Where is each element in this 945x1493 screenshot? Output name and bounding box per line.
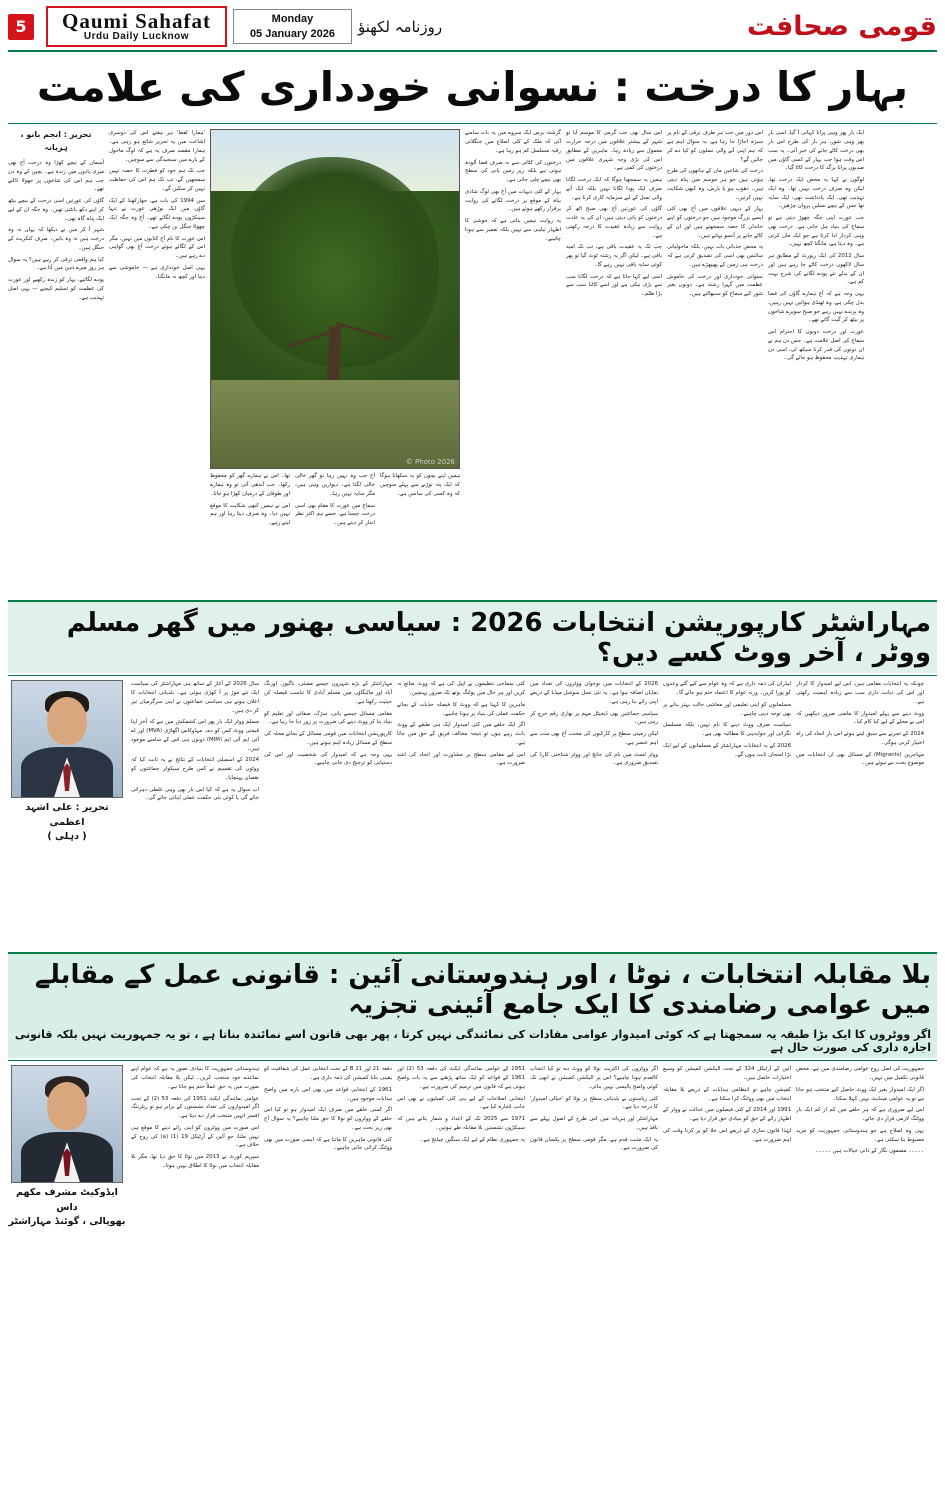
paragraph: مسلم ووٹر ایک بار پھر اس کشمکش میں ہے کہ آخر اپنا قیمتی ووٹ کس کو دے۔ مہاوکاس اگھاڑی (MVA) اور اے آئی ایم آئی ایم (MIM) دونوں ہی اس کے سامنے موجود ہیں۔: [131, 719, 259, 752]
paragraph: ماہرین کا کہنا ہے کہ ووٹ کا فیصلہ جذبات کے بجائے حکمت عملی کی بنیاد پر ہونا چاہیے۔: [397, 701, 525, 717]
article1-column-6: [109, 129, 205, 596]
paragraph: اس لیے مقامی سطح پر مشاورت اور اتحاد کی اشد ضرورت ہے۔: [397, 751, 525, 767]
paragraph: اگر ایک امیدوار بغیر ایک ووٹ حاصل کیے منتخب ہو جاتا ہے تو یہ عوامی مینڈیٹ نہیں کہلا سکتا۔: [796, 1086, 924, 1102]
paragraph: سماج میں عورت کا مقام بھی اسی درخت جیسا ہے، جسے ہم اکثر نظر انداز کر دیتے ہیں۔: [295, 502, 375, 526]
paragraph: ہندوستانی جمہوریت کا بنیادی تصور یہ ہے کہ عوام اپنے نمائندے خود منتخب کریں۔ لیکن بلا مقابلہ انتخاب کی صورت میں یہ حق عملاً ختم ہو جاتا ہے۔: [131, 1066, 259, 1090]
paragraph: جب تک یہ عقیدت باقی ہے، تب تک امید باقی ہے۔ لیکن اگر یہ رشتہ ٹوٹ گیا تو پھر کوئی سایہ باقی نہیں رہے گا۔: [566, 244, 662, 268]
paragraph: 2026 کے یہ انتخابات مہاراشٹر کے مسلمانوں کے لیے ایک بڑا امتحان ثابت ہوں گے۔: [663, 742, 791, 758]
paragraph: 1961 کے انتخابی قواعد میں بھی اس بارے میں واضح ہدایات موجود ہیں۔: [264, 1086, 392, 1102]
article2-column-4: [530, 680, 658, 948]
article3-column-6: [796, 1065, 924, 1493]
paragraph: کارپوریشن انتخابات میں قومی مسائل کے بجائے محلہ کی سطح کے مسائل زیادہ اہم ہوتے ہیں۔: [264, 731, 392, 746]
paragraph: ووٹ دینے سے پہلے امیدوار کا ماضی ضرور دیکھیں کہ اس نے محلے کے لیے کیا کام کیا۔: [796, 710, 924, 726]
paragraph: نسوانی خودداری اور درخت کی خاموش عظمت میں گہرا رشتہ ہے۔ دونوں بغیر شور کیے سماج کو سنبھالتے ہیں۔: [667, 273, 763, 297]
date-label: 05 January 2026: [249, 27, 335, 40]
article1-column-5a: [210, 472, 290, 596]
author-photo-musharraf-das: [11, 1065, 123, 1183]
article1-photo: [210, 129, 460, 469]
article1-column-1: [768, 129, 864, 596]
author-face: [47, 1082, 87, 1130]
paragraph: جمہوریت کی اصل روح عوامی رضامندی میں ہے، محض قانونی تکمیل میں نہیں۔: [796, 1066, 924, 1081]
article1-under-photo: [210, 469, 460, 596]
paragraph: اگر ایک حلقے میں کئی امیدوار ایک ہی طبقے کے ووٹ بانٹ رہے ہوں تو نتیجہ مخالف فریق کے حق میں جاتا ہے۔: [397, 722, 525, 746]
article2-author-name: تحریر : علی اشہد اعظمی: [25, 802, 109, 828]
urdu-masthead-title: قومی صحافت: [747, 11, 937, 42]
article3-author-block: [8, 1065, 126, 1493]
paragraph: یہی وجہ ہے کہ آج ہمارے گاؤں کی فضا بدل چکی ہے، وہ ٹھنڈی ہوائیں نہیں رہیں، وہ پرندے نہیں رہے جو صبح سویرے شاخوں پر بیٹھ کر گیت گاتے تھے۔: [768, 291, 864, 324]
paragraph: کیا ہم واقعی ترقی کر رہے ہیں؟ یہ سوال ہر روز میرے ذہن میں آتا ہے۔: [8, 256, 104, 272]
paragraph: شہر آ کر میں نے دیکھا کہ یہاں نہ وہ درخت ہیں نہ وہ باتیں۔ صرف کنکریٹ کے جنگل ہیں۔: [8, 227, 104, 251]
paragraph: آسمان کے نیچے کھڑا وہ درخت آج بھی میری یادوں میں زندہ ہے۔ بچپن کے وہ دن جب ہم اس کی شاخوں پر جھولا ڈالتے تھے۔: [8, 160, 104, 193]
article1-byline: تحریر : انجم بانو ، ہریانہ: [20, 130, 92, 153]
date-box: [233, 9, 352, 45]
paragraph: لہٰذا قانون سازی کے ذریعے اس خلا کو پر کرنا وقت کی اہم ضرورت ہے۔: [663, 1127, 791, 1143]
article1-photo-block: [210, 129, 460, 596]
article3-column-5: [663, 1065, 791, 1493]
article1-column-2: [667, 129, 763, 596]
paragraph: ہمیں یہ سمجھنا ہوگا کہ ایک درخت لگانا صرف ایک پودا لگانا نہیں بلکہ ایک آنے والی نسل کے لیے سرمایہ کاری کرنا ہے۔: [566, 177, 662, 201]
paragraph: سیاسی جماعتیں بھی ڈیجیٹل مہم پر بھاری رقم خرچ کر رہی ہیں۔: [530, 710, 658, 726]
paragraph: دفعہ 21 اور 21 B کے تحت انتخابی عمل کی شفافیت کو یقینی بنانا کمیشن کی ذمہ داری ہے۔: [264, 1066, 392, 1081]
article3-author-location: بھوپالی ، گوئنڈ مہاراشٹر: [8, 1215, 126, 1227]
paragraph: 1951 کے عوامی نمائندگی ایکٹ کی دفعہ 53 (2) اور 1961 کے قواعد کو ایک ساتھ پڑھنے سے یہ بات واضح ہوتی ہے کہ قانون میں ترمیم کی ضرورت ہے۔: [397, 1066, 525, 1090]
rule-3: [8, 675, 937, 676]
paragraph: سپریم کورٹ نے 2013 میں نوٹا کا حق دیا تھا، مگر بلا مقابلہ انتخاب میں نوٹا کا اطلاق نہیں ہوتا۔: [131, 1154, 259, 1169]
page-number-badge: 5: [8, 14, 34, 40]
paragraph: ہمیں اپنے بچوں کو یہ سکھانا ہوگا کہ ایک پتہ توڑنے سے پہلے سوچیں کہ وہ کسی کی سانس ہے۔: [380, 473, 460, 497]
article1-column-3: [566, 129, 662, 596]
paragraph: 1991 اور 2014 کے کئی فیصلوں میں عدالت نے ووٹر کے اظہار رائے کے حق کو بنیادی حق قرار دیا ہے۔: [663, 1107, 791, 1122]
paragraph: یہ جمہوری نظام کے لیے ایک سنگین چیلنج ہے۔: [420, 1136, 525, 1143]
paragraph: کئی سماجی تنظیموں نے اپیل کی ہے کہ ووٹ ضائع نہ کریں اور ہر حال میں پولنگ بوتھ تک ضرور پہنچیں۔: [397, 681, 525, 696]
article3-column-3: [397, 1065, 525, 1493]
article2-column-6: [796, 680, 924, 948]
paragraph: جب عورت اپنی جگہ چھوڑ دیتی ہے تو سماج کی بنیاد ہل جاتی ہے۔ درخت بھی وہی کردار ادا کرتا ہے جو ایک ماں کرتی ہے۔ وہ دیتا ہے، مانگتا کچھ نہیں۔: [768, 215, 864, 248]
paragraph: 2026 کے انتخابات میں نوجوان ووٹروں کی تعداد میں نمایاں اضافہ ہوا ہے۔ یہ نئی نسل سوشل میڈیا کے ذریعے اپنی رائے بنا رہی ہے۔: [530, 681, 658, 705]
paragraph: 2024 کے اسمبلی انتخابات کے نتائج نے یہ ثابت کیا کہ ووٹوں کی تقسیم نے کس طرح سیکولر جماعتوں کو نقصان پہنچایا۔: [131, 757, 259, 781]
brand-title: Qaumi Sahafat: [62, 8, 211, 33]
paragraph: بہار کے دیہی علاقوں میں آج بھی کئی ایسے بزرگ موجود ہیں جو درختوں کو اپنے خاندان کا حصہ سمجھتے ہیں اور ان کے کاٹے جانے پر آنسو بہاتے ہیں۔: [667, 206, 763, 239]
urdu-subtitle: روزنامہ لکھنؤ: [357, 17, 443, 36]
article1-column-5c: [380, 472, 460, 596]
photo-credit: © Photo 2026: [405, 458, 455, 467]
paragraph: 2024 کے تجربے سے سبق لیتے ہوئے اس بار اتحاد کی راہ اختیار کرنی ہوگی۔: [796, 731, 924, 746]
paragraph: سال 2012 کی ایک رپورٹ کے مطابق ہر سال لاکھوں درخت کاٹے جا رہے ہیں اور ان کے بدلے نئے پودے لگانے کی شرح بہت کم ہے۔: [768, 253, 864, 286]
article2-body: [8, 678, 937, 948]
paragraph: اس دور میں جب ہر طرف ترقی کے نام پر سبزہ اجاڑا جا رہا ہے، یہ سوال اہم ہے کہ ہم اپنی آنے والی نسلوں کو کیا دے کر جائیں گے؟: [667, 130, 763, 163]
paragraph: درخت کی شاخیں ماں کے ہاتھوں کی طرح ہوتی ہیں جو ہر موسم میں پناہ دیتی ہیں۔ دھوپ ہو یا بارش، وہ کبھی شکایت نہیں کرتیں۔: [667, 168, 763, 201]
article1-column-7: [8, 129, 104, 596]
article2-author-location: ( دہلی ): [47, 830, 87, 842]
paragraph: کمیشن چاہے تو انتظامی ہدایات کے ذریعے بلا مقابلہ انتخاب میں بھی ووٹنگ کرا سکتا ہے۔: [663, 1086, 791, 1102]
day-label: Monday: [271, 12, 314, 25]
article2-column-3: [397, 680, 525, 948]
paragraph: یہی اصل خودداری ہے — خاموشی سے دینا اور کچھ نہ مانگنا۔: [109, 264, 205, 280]
article1-column-4: [465, 129, 561, 596]
rule-5: [8, 1060, 937, 1061]
paragraph: 1971 سے 2025 تک کے اعداد و شمار بتاتے ہیں کہ سینکڑوں نشستیں بلا مقابلہ طے ہوئیں۔: [397, 1116, 525, 1131]
paragraph: گزشتہ برس ایک سروے میں یہ بات سامنے آئی کہ ملک کے کئی اضلاع میں جنگلاتی رقبہ مسلسل کم ہو رہا ہے۔: [465, 130, 561, 154]
article3-author-name: ایڈوکیٹ مشرف مکھم داس: [16, 1187, 118, 1213]
paragraph: اس صورت میں ووٹروں کو اپنی رائے دینے کا موقع ہی نہیں ملتا، جو آئین کے آرٹیکل 19 (1) (a) کی روح کے خلاف ہے۔: [131, 1124, 259, 1149]
paragraph: گاؤں کی عورتیں آج بھی صبح اٹھ کر درختوں کو پانی دیتی ہیں، ان کی یہ عادت روایت سے زیادہ عقیدت کا درجہ رکھتی ہے۔: [566, 206, 662, 239]
paragraph: یہ روایت ہمیں بتاتی ہے کہ خوشی کا اظہار تباہی سے نہیں بلکہ تعمیر سے ہونا چاہیے۔: [465, 218, 561, 242]
paragraph: انتخابی اصلاحات کے لیے بنی کئی کمیٹیوں نے بھی اس جانب اشارہ کیا ہے۔: [397, 1095, 525, 1111]
photo-ground: [211, 380, 459, 468]
author-face: [47, 697, 87, 745]
paragraph: لوگوں نے کہا یہ محض ایک درخت تھا، لیکن وہ صرف درخت نہیں تھا۔ وہ ایک تہذیب تھی، ایک یادداشت تھی، ایک سایہ تھا جس کے نیچے نسلیں پروان چڑھیں۔: [768, 177, 864, 210]
paragraph: اب سوال یہ ہے کہ کیا اس بار بھی وہی غلطی دہرائی جائے گی یا کوئی نئی حکمت عملی اپنائی جائے گی۔: [131, 786, 259, 802]
paragraph: مہاراشٹر اور ہریانہ میں اس طرح کے اصول پہلے سے نافذ ہیں۔: [530, 1116, 658, 1131]
paragraph: لیکن زمینی سطح پر کارکنوں کی محنت آج بھی سب سے اہم عنصر ہے۔: [530, 731, 658, 746]
paragraph: آئین کے آرٹیکل 324 کے تحت الیکشن کمیشن کو وسیع اختیارات حاصل ہیں۔: [663, 1066, 791, 1081]
article2-column-1: [131, 680, 259, 948]
paragraph: کئی قانونی ماہرین کا ماننا ہے کہ ایسی صورت میں بھی ووٹنگ کرائی جانی چاہیے۔: [264, 1136, 392, 1152]
brand-subtitle: Urdu Daily Lucknow: [83, 30, 190, 42]
paragraph: بہار کے کئی دیہات میں آج بھی لوگ شادی بیاہ کے موقع پر درخت لگانے کی روایت برقرار رکھے ہوئے ہیں۔: [465, 188, 561, 213]
tree-photo-image: [211, 130, 459, 468]
article3-subhead: اگر ووٹروں کا ایک بڑا طبقہ یہ سمجھتا ہے کہ کوئی امیدوار عوامی مفادات کی نمائندگی نہیں کرتا ، پھر بھی قانون اسے نمائندہ بناتا ہے ، تو یہ جمہوریت نہیں بلکہ قانونی اجارہ داری کی صورت حال ہے: [8, 1025, 937, 1058]
paragraph: سن 1994 کی بات ہے، جھارکھنڈ کے ایک گاؤں میں ایک بوڑھی عورت نے تنہا سینکڑوں پودے لگائے تھے۔ آج وہ جگہ ایک چھوٹا جنگل بن چکی ہے۔: [109, 197, 205, 230]
paragraph: کئی ریاستوں نے بلدیاتی سطح پر نوٹا کو 'خیالی امیدوار' کا درجہ دیا ہے۔: [530, 1095, 658, 1111]
article1-body: [8, 126, 937, 596]
author-photo-ali-ashhad: [11, 680, 123, 798]
paragraph: 'ہمارا لفظ' ہر ہفتے اس کی دوسری اشاعت میں یہ تحریر شائع ہو رہی ہے۔ ہمارا مقصد صرف یہ ہے کہ لوگ ماحول کے بارے میں سنجیدگی سے سوچیں۔: [109, 130, 205, 163]
article1-headline: بہار کا درخت : نسوانی خودداری کی علامت: [36, 63, 909, 111]
paragraph: یہی وجہ ہے کہ امیدوار کی شخصیت اور اس کی دستیابی کو ترجیح دی جانی چاہیے۔: [264, 751, 392, 767]
paragraph: اگر ووٹروں کی اکثریت نوٹا کو ووٹ دے تو کیا انتخاب کالعدم ہونا چاہیے؟ اس پر الیکشن کمیشن نے ابھی تک کوئی واضح پالیسی نہیں بنائی۔: [530, 1066, 658, 1090]
article3-column-4: [530, 1065, 658, 1493]
paragraph: سال 2026 کے آغاز کے ساتھ ہی مہاراشٹر کی سیاست ایک نئے موڑ پر آ کھڑی ہوئی ہے۔ بلدیاتی انتخابات کا اعلان ہوتے ہی سیاسی جماعتوں نے اپنی سرگرمیاں تیز کر دی ہیں۔: [131, 681, 259, 714]
paragraph: عوامی نمائندگی ایکٹ 1951 کی دفعہ 53 (2) کے تحت اگر امیدواروں کی تعداد نشستوں کے برابر ہو تو ریٹرننگ افسر انہیں منتخب قرار دے دیتا ہے۔: [131, 1095, 259, 1119]
paragraph: درختوں کی کٹائی سے نہ صرف فضا آلودہ ہوتی ہے بلکہ زیر زمین پانی کی سطح بھی نیچے چلی جاتی ہے۔: [465, 159, 561, 183]
article3-headline: بلا مقابلہ انتخابات ، نوٹا ، اور ہندوستانی آئین : قانونی عمل کے مقابلے میں عوامی رضامندی کا ایک جامع آئینی تجزیہ: [8, 954, 937, 1025]
paragraph: اسی لیے کہا جاتا ہے کہ درخت لگانا سب سے بڑی نیکی ہے اور اسے کاٹنا سب سے بڑا ظلم۔: [566, 273, 662, 297]
paragraph: اس نے ہمیں کبھی شکایت کا موقع نہیں دیا۔ وہ صرف دیتا رہا اور ہم لیتے رہے۔: [210, 502, 290, 526]
paragraph: مہاجرین (Migrants) کے مسائل بھی ان انتخابات میں موضوع بحث بنے ہوئے ہیں۔: [796, 751, 924, 767]
paragraph: یہ محض جذباتی بات نہیں، بلکہ ماحولیاتی سائنس بھی اسی کی تصدیق کرتی ہے کہ درخت ہی زمین کے پھیپھڑے ہیں۔: [667, 244, 763, 268]
paragraph: ۔۔۔۔۔ مضمون نگار کے ذاتی خیالات ہیں ۔۔۔۔۔: [815, 1148, 924, 1155]
article2-column-5: [663, 680, 791, 948]
article3-column-2: [264, 1065, 392, 1493]
paragraph: لیڈران کی ذمہ داری ہے کہ وہ عوام سے کیے گئے وعدوں کو پورا کریں۔ ورنہ عوام کا اعتماد ختم ہو جائے گا۔: [663, 681, 791, 696]
paragraph: مسلمانوں کو اپنی تعلیمی اور معاشی حالت بہتر بنانے پر بھی توجہ دینی چاہیے۔: [663, 701, 791, 717]
article2-author-block: [8, 680, 126, 948]
rule-1: [8, 123, 937, 124]
article2-headline: مہاراشٹر کارپوریشن انتخابات 2026 : سیاسی بھنور میں گھر مسلم ووٹر ، آخر ووٹ کسے دیں؟: [8, 602, 937, 673]
masthead: [8, 6, 937, 52]
paragraph: گاؤں کی عورتیں اسی درخت کے نیچے بیٹھ کر اپنے دکھ بانٹتی تھیں۔ وہ جگہ ان کے لیے ایک پناہ گاہ تھی۔: [8, 198, 104, 222]
photo-trunk: [326, 326, 342, 387]
paragraph: یہی وہ اصلاح ہے جو ہندوستانی جمہوریت کو مزید مضبوط بنا سکتی ہے۔: [796, 1127, 924, 1143]
paragraph: اس لیے ضروری ہے کہ ہر حلقے میں کم از کم ایک بار ووٹنگ لازمی قرار دی جائے۔: [796, 1107, 924, 1122]
paragraph: ایک بار پھر وہی پرانا کہانی آ گیا، اسی بار پھر وہی شور، ہر بار کی طرح اس بار بھی درخت کاٹے جانے کی خبر آئی۔ یہ سب اس وقت ہوا جب بہار کے کسی گاؤں میں صدیوں پرانا برگد کا درخت کاٹا گیا۔: [768, 130, 864, 172]
brand-logo: [46, 6, 227, 48]
paragraph: مہاراشٹر کے بڑے شہروں جیسے ممبئی، ناگپور، اورنگ آباد اور مالیگاؤں میں مسلم آبادی کا تناسب فیصلہ کن حیثیت رکھتا ہے۔: [264, 681, 392, 705]
masthead-left: [8, 6, 442, 48]
paragraph: پودے لگائیے، بہار کو زندہ رکھیے اور عورت کی عظمت کو تسلیم کیجیے — یہی اصل تہذیب ہے۔: [8, 277, 104, 301]
paragraph: چونکہ یہ انتخابات مقامی ہیں، اس لیے امیدوار کا کردار اور اس کی دیانت داری سب سے زیادہ اہمیت رکھتی ہے۔: [796, 681, 924, 705]
article3-column-1: [131, 1065, 259, 1493]
paragraph: ووٹر لسٹ میں نام کی جانچ اور ووٹر شناختی کارڈ کی تصدیق ضروری ہے۔: [530, 751, 658, 767]
paragraph: آج جب وہ نہیں رہا تو گھر خالی خالی لگتا ہے۔ دیواریں وہی ہیں، مگر سایہ نہیں رہا۔: [295, 473, 375, 497]
paragraph: سیاست صرف ووٹ دینے کا نام نہیں، بلکہ مسلسل نگرانی اور جوابدہی کا مطالبہ بھی ہے۔: [663, 722, 791, 737]
paragraph: اس عورت کا نام آج کتابوں میں نہیں، مگر اس کے لگائے ہوئے درخت آج بھی گواہی دے رہے ہیں۔: [109, 235, 205, 259]
paragraph: عورت اور درخت دونوں کا احترام اس سماج کی اصل علامت ہے۔ جس دن ہم نے ان دونوں کی قدر کرنا سیکھ لی، اسی دن ہماری تہذیب محفوظ ہو جائے گی۔: [768, 329, 864, 362]
paragraph: یہ ایک مثبت قدم ہے، مگر قومی سطح پر یکساں قانون کی ضرورت ہے۔: [530, 1136, 658, 1152]
article3-body: [8, 1063, 937, 1493]
article2-column-2: [264, 680, 392, 948]
paragraph: اس سال بھی جب گرمی کا موسم آیا تو شہر کے بیشتر علاقوں میں درجہ حرارت معمول سے زیادہ رہا۔ ماہرین کے مطابق اس کی بڑی وجہ شہری علاقوں میں درختوں کی کمی ہے۔: [566, 130, 662, 172]
paragraph: تھا۔ اس نے ہمارے گھر کو محفوظ رکھا۔ جب آندھی آتی تو وہ ہمارے اور طوفان کے درمیان کھڑا ہو جاتا۔: [210, 473, 290, 497]
article1-column-5b: [295, 472, 375, 596]
paragraph: مقامی مسائل جیسے پانی، سڑک، صفائی اور تعلیم کو بنیاد بنا کر ووٹ دینے کی ضرورت پر زور دیا جا رہا ہے۔: [264, 710, 392, 726]
paragraph: اگر کسی حلقے میں صرف ایک امیدوار ہو تو کیا اس حلقے کے ووٹروں کو نوٹا کا حق ملنا چاہیے؟ یہ سوال آج بھی زیر بحث ہے۔: [264, 1107, 392, 1131]
paragraph: جب تک ہم خود کو فطرت کا حصہ نہیں سمجھیں گے، تب تک ہم اس کی حفاظت نہیں کر سکیں گے۔: [109, 168, 205, 192]
